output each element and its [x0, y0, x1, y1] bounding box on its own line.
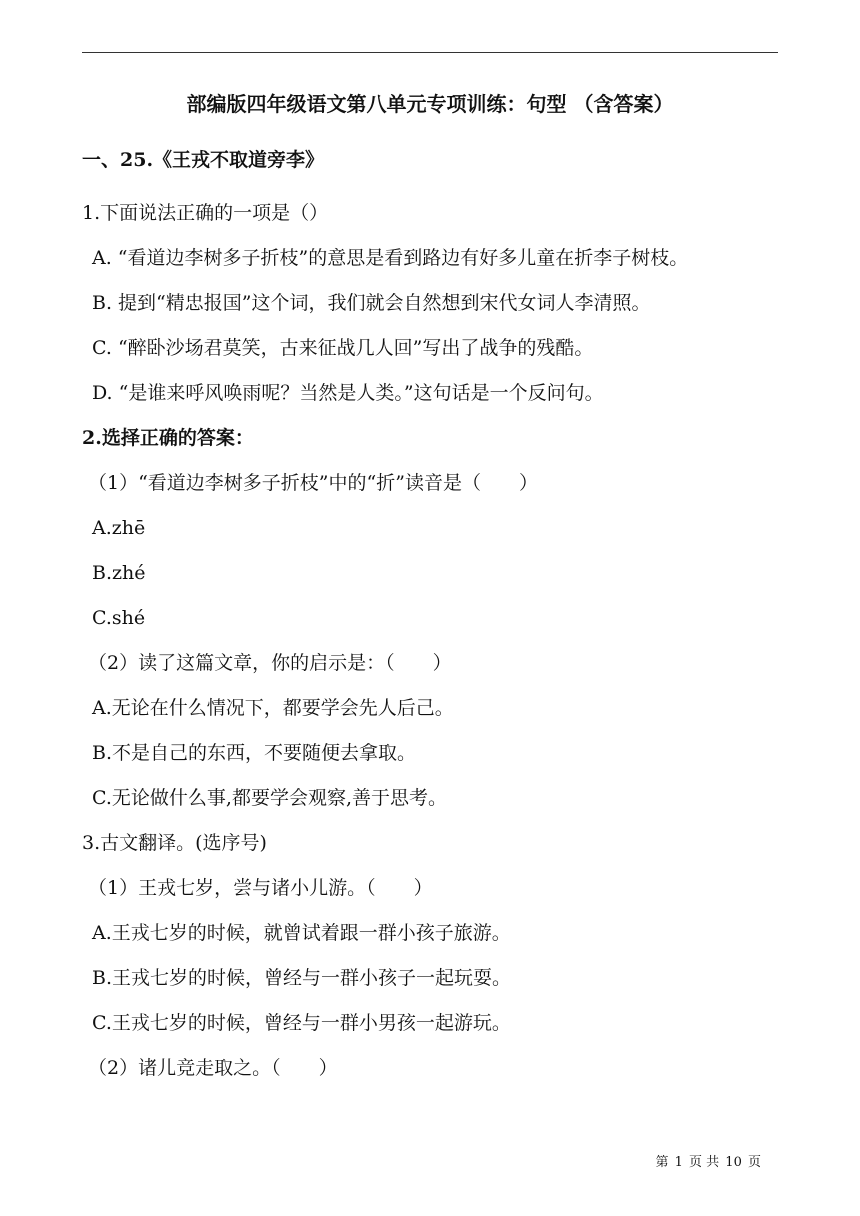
- footer-middle: 页 共: [689, 1155, 720, 1170]
- question-2-2: （2）读了这篇文章，你的启示是：（ ）: [88, 652, 452, 674]
- option-2-2a: A.无论在什么情况下，都要学会先人后己。: [92, 697, 454, 719]
- footer-prefix: 第: [655, 1155, 669, 1170]
- question-2: 2.选择正确的答案：: [82, 427, 254, 449]
- option-1c: C. “醉卧沙场君莫笑，古来征战几人回”写出了战争的残酷。: [92, 337, 594, 359]
- option-2-2b: B.不是自己的东西，不要随便去拿取。: [92, 742, 417, 764]
- option-3-1b: B.王戎七岁的时候，曾经与一群小孩子一起玩耍。: [92, 967, 512, 989]
- question-1: 1.下面说法正确的一项是（）: [82, 202, 329, 224]
- page-footer: [654, 1151, 762, 1170]
- question-3: 3.古文翻译。(选序号): [82, 832, 267, 854]
- section-heading: 一、25.《王戎不取道旁李》: [82, 149, 325, 171]
- option-1d: D. “是谁来呼风唤雨呢？当然是人类。”这句话是一个反问句。: [92, 382, 604, 404]
- option-2-2c: C.无论做什么事,都要学会观察,善于思考。: [92, 787, 447, 809]
- question-3-1: （1）王戎七岁，尝与诸小儿游。（ ）: [88, 877, 433, 899]
- option-3-1a: A.王戎七岁的时候，就曾试着跟一群小孩子旅游。: [92, 922, 511, 944]
- option-2-1b: B.zhé: [92, 562, 146, 584]
- option-1b: B. 提到“精忠报国”这个词，我们就会自然想到宋代女词人李清照。: [92, 292, 651, 314]
- question-2-1: （1）“看道边李树多子折枝”中的“折”读音是（ ）: [88, 472, 538, 494]
- option-3-1c: C.王戎七岁的时候，曾经与一群小男孩一起游玩。: [92, 1012, 511, 1034]
- footer-total-pages: 10: [725, 1155, 742, 1170]
- header-rule: [82, 52, 778, 53]
- footer-suffix: 页: [747, 1155, 761, 1170]
- option-1a: A. “看道边李树多子折枝”的意思是看到路边有好多儿童在折李子树枝。: [92, 247, 689, 269]
- page-title: 部编版四年级语文第八单元专项训练：句型 （含答案）: [186, 92, 674, 116]
- question-3-2: （2）诸儿竞走取之。（ ）: [88, 1057, 338, 1079]
- option-2-1a: A.zhē: [92, 517, 146, 539]
- footer-page-number: 1: [674, 1155, 683, 1170]
- option-2-1c: C.shé: [92, 607, 146, 629]
